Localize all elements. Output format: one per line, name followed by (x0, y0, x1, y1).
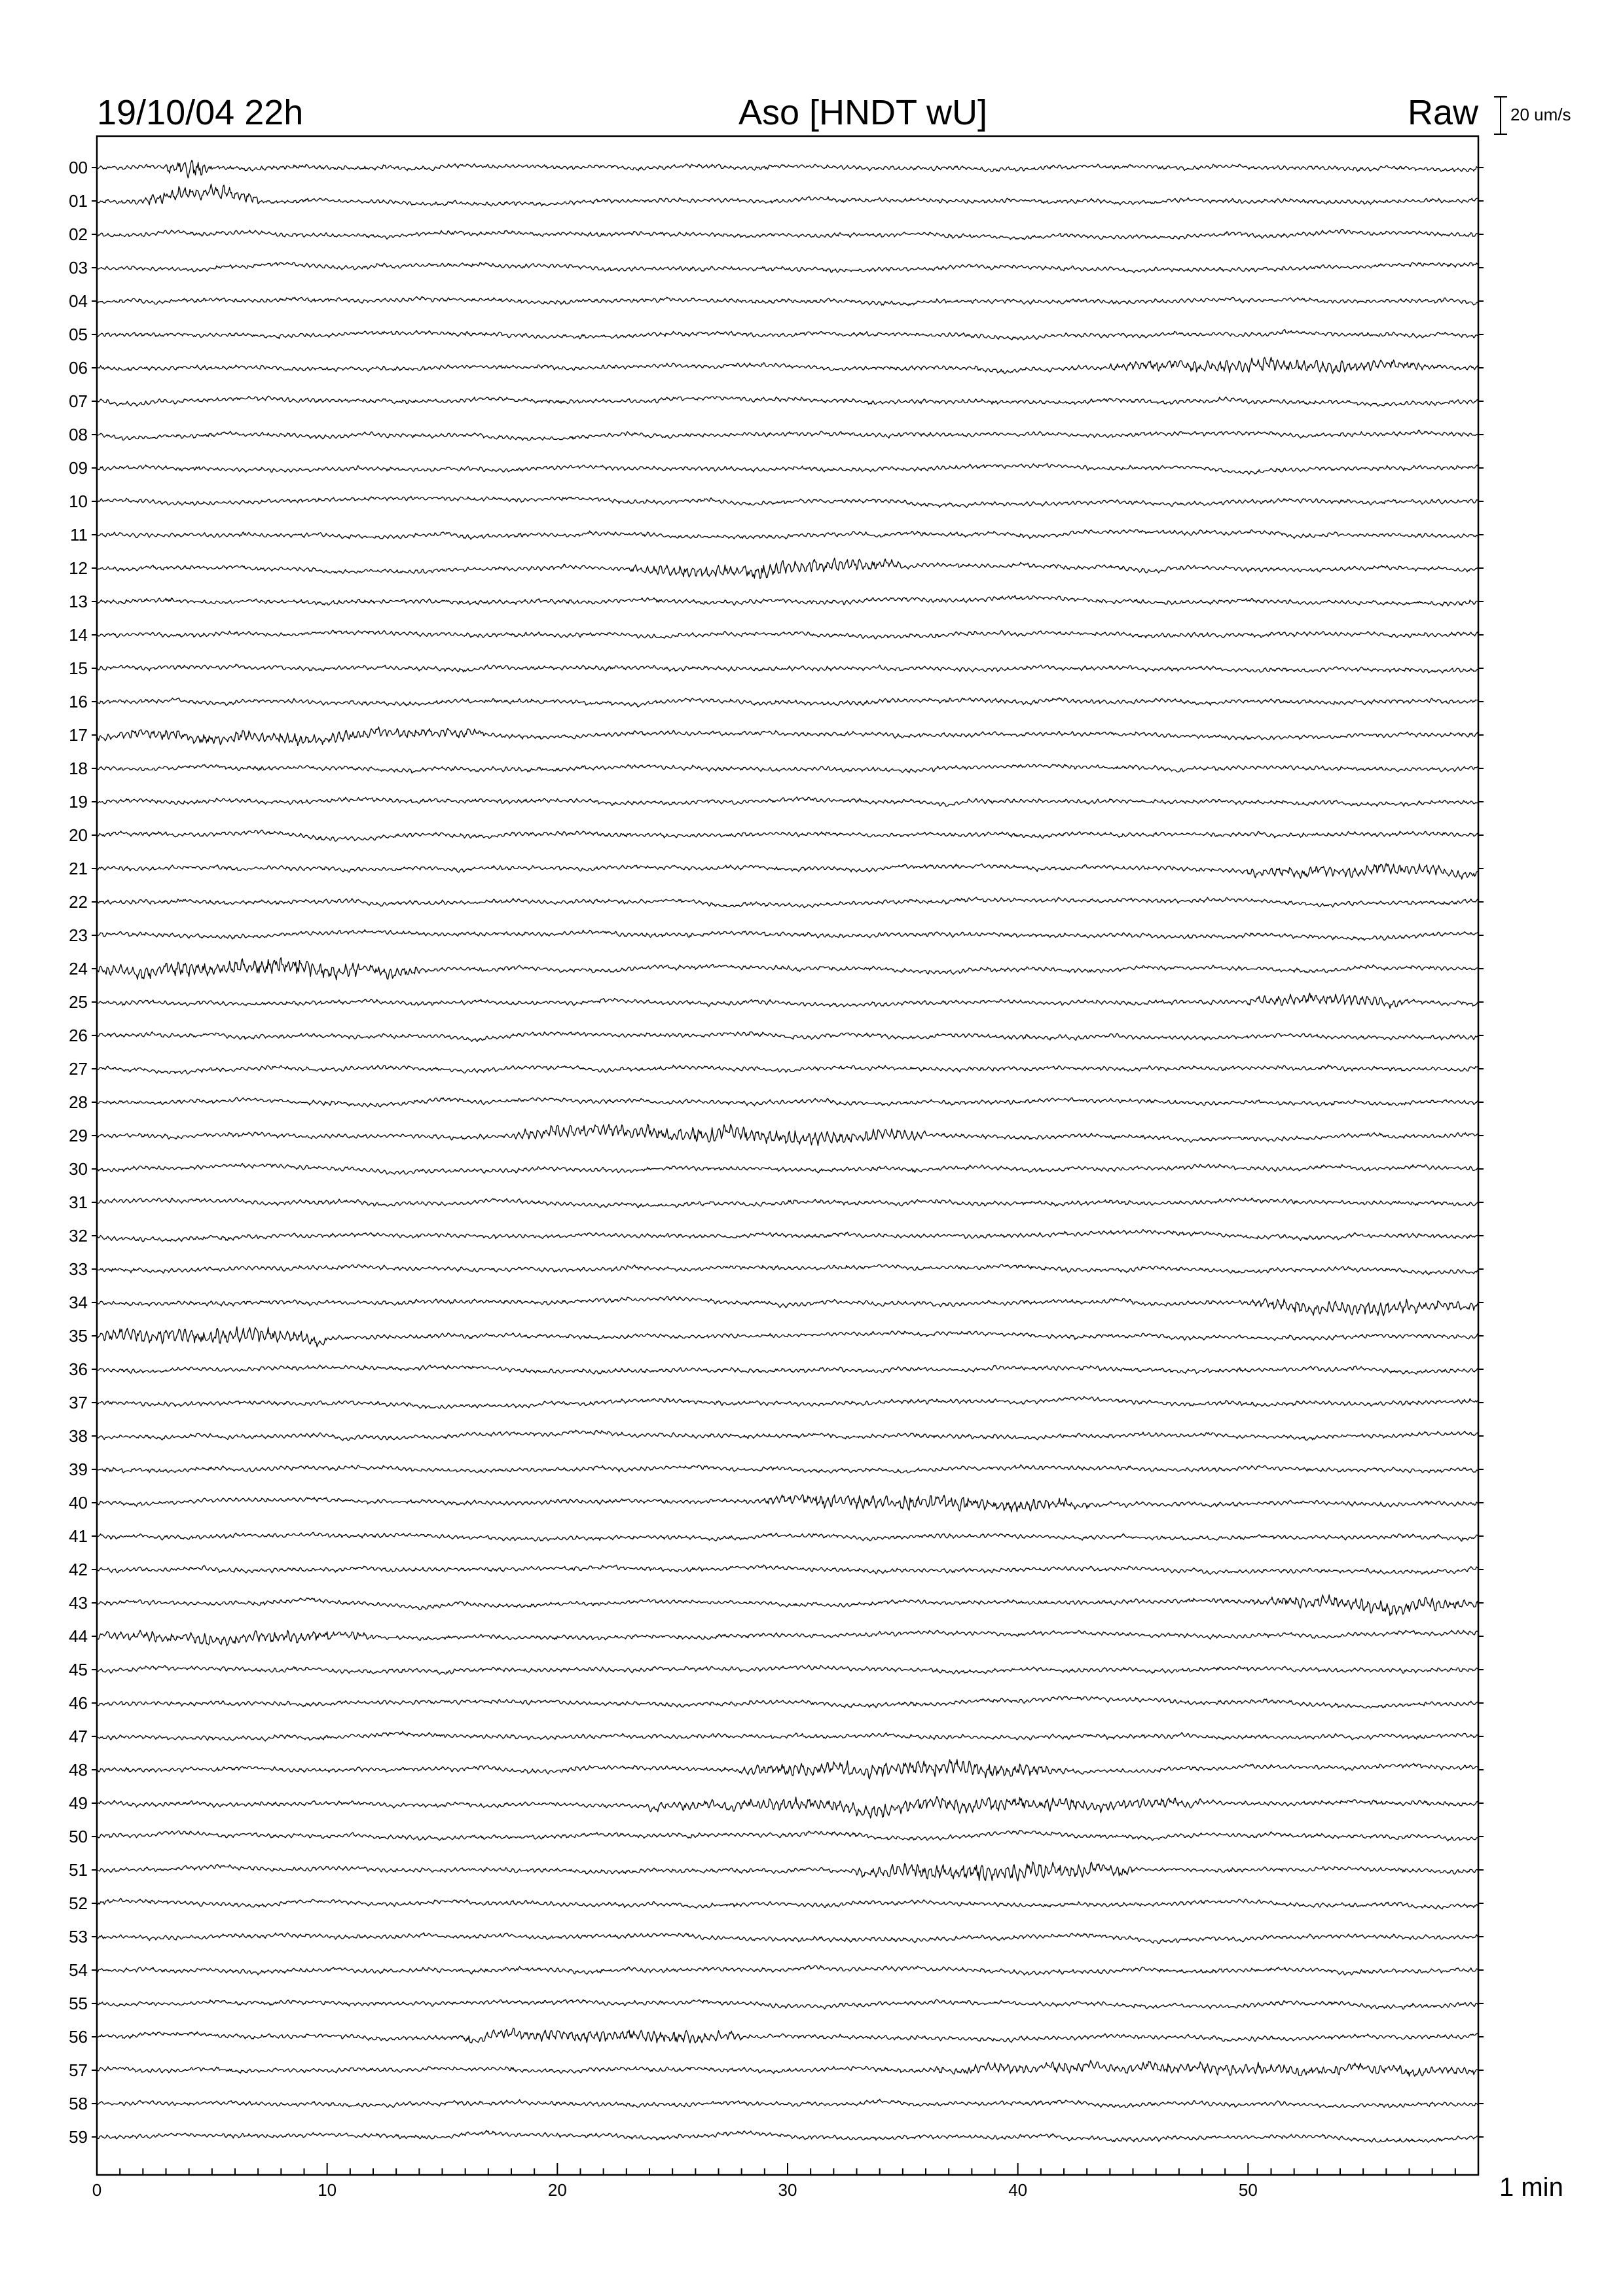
row-label: 20 (69, 825, 88, 845)
x-tick-label: 0 (92, 2180, 102, 2200)
row-label: 48 (69, 1760, 88, 1780)
row-label: 13 (69, 592, 88, 611)
row-label: 49 (69, 1793, 88, 1813)
x-tick-label: 40 (1008, 2180, 1028, 2200)
row-label: 25 (69, 992, 88, 1012)
row-label: 00 (69, 158, 88, 177)
row-label: 33 (69, 1259, 88, 1279)
date-hour-label: 19/10/04 22h (97, 93, 304, 132)
mode-label: Raw (1407, 93, 1478, 132)
row-label: 51 (69, 1860, 88, 1880)
row-label: 55 (69, 1994, 88, 2013)
row-label: 05 (69, 325, 88, 344)
row-label: 18 (69, 759, 88, 778)
row-label: 50 (69, 1827, 88, 1846)
row-label: 44 (69, 1626, 88, 1646)
x-tick-label: 10 (318, 2180, 337, 2200)
row-label: 28 (69, 1092, 88, 1112)
row-label: 26 (69, 1026, 88, 1045)
row-label: 40 (69, 1493, 88, 1513)
row-label: 01 (69, 191, 88, 211)
row-label: 02 (69, 224, 88, 244)
row-label: 59 (69, 2127, 88, 2147)
row-label: 30 (69, 1159, 88, 1179)
row-label: 16 (69, 692, 88, 711)
x-axis-label: 1 min (1499, 2173, 1563, 2202)
row-label: 53 (69, 1927, 88, 1946)
station-title: Aso [HNDT wU] (738, 93, 988, 132)
row-label: 11 (70, 525, 88, 545)
x-tick-label: 20 (547, 2180, 567, 2200)
row-label: 45 (69, 1660, 88, 1679)
row-label: 37 (69, 1393, 88, 1412)
row-label: 52 (69, 1893, 88, 1913)
row-label: 24 (69, 959, 88, 978)
row-label: 19 (69, 792, 88, 812)
row-label: 35 (69, 1326, 88, 1346)
row-label: 54 (69, 1960, 88, 1980)
amplitude-scale-label: 20 um/s (1510, 105, 1571, 124)
row-label: 14 (69, 625, 88, 645)
row-label: 32 (69, 1226, 88, 1246)
row-label: 46 (69, 1693, 88, 1713)
row-label: 15 (69, 658, 88, 678)
row-label: 17 (69, 725, 88, 745)
row-label: 21 (69, 859, 88, 878)
row-label: 09 (69, 458, 88, 478)
row-label: 42 (69, 1560, 88, 1579)
row-label: 41 (69, 1526, 88, 1546)
row-label: 47 (69, 1727, 88, 1746)
row-label: 56 (69, 2027, 88, 2047)
row-label: 22 (69, 892, 88, 912)
row-label: 10 (69, 492, 88, 511)
row-label: 12 (69, 558, 88, 578)
row-label: 08 (69, 425, 88, 444)
row-label: 31 (69, 1193, 88, 1212)
x-tick-label: 30 (778, 2180, 797, 2200)
row-label: 38 (69, 1426, 88, 1446)
row-label: 27 (69, 1059, 88, 1079)
row-label: 36 (69, 1359, 88, 1379)
row-label: 29 (69, 1126, 88, 1145)
row-label: 23 (69, 925, 88, 945)
row-label: 34 (69, 1293, 88, 1312)
row-label: 57 (69, 2060, 88, 2080)
x-tick-label: 50 (1238, 2180, 1258, 2200)
row-label: 04 (69, 291, 88, 311)
row-label: 43 (69, 1593, 88, 1613)
row-label: 07 (69, 391, 88, 411)
row-label: 03 (69, 258, 88, 278)
row-label: 06 (69, 358, 88, 378)
row-label: 58 (69, 2094, 88, 2113)
row-label: 39 (69, 1460, 88, 1479)
